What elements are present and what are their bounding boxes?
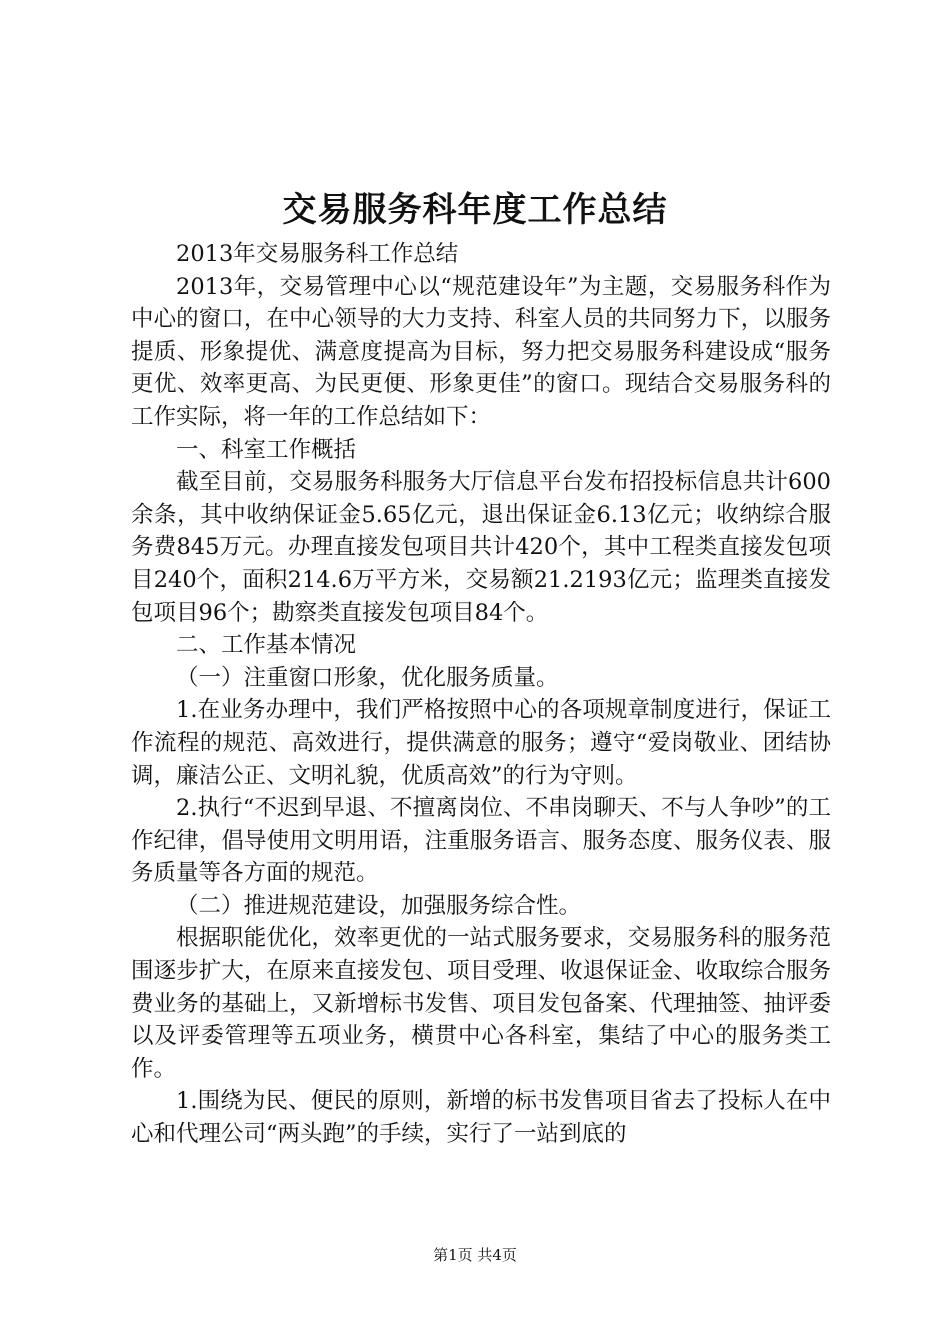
document-body [131, 238, 831, 1151]
section-heading-2: 二、工作基本情况 [176, 632, 357, 659]
document-title: 交易服务科年度工作总结 [282, 190, 668, 230]
paragraph-item-2: 2.执行“不迟到早退、不擅离岗位、不串岗聊天、不与人争吵”的工作纪律，倡导使用文明用语，注重服务语言、服务态度、服务仪表、服务质量等各方面的规范。 [131, 795, 831, 887]
paragraph-item-3: 1.围绕为民、便民的原则，新增的标书发售项目省去了投标人在中心和代理公司“两头跑”的手续，实行了一站到底的 [131, 1088, 831, 1148]
subsection-heading-1: （一）注重窗口形象，优化服务质量。 [176, 664, 559, 691]
paragraph-intro: 2013年，交易管理中心以“规范建设年”为主题，交易服务科作为中心的窗口，在中心领导的大力支持、科室人员的共同努力下，以服务提质、形象提优、满意度提高为目标，努力把交易服务科建设成“服务更优、效率更高、为民更便、形象更佳”的窗口。现结合交易服务科的工作实际，将一年的工作总结如下： [131, 273, 831, 430]
section-heading-1: 一、科室工作概括 [176, 436, 357, 463]
paragraph-subtitle: 2013年交易服务科工作总结 [176, 241, 459, 267]
paragraph-scope: 根据职能优化，效率更优的一站式服务要求，交易服务科的服务范围逐步扩大，在原来直接发包、项目受理、收退保证金、收取综合服务费业务的基础上，又新增标书发售、项目发包备案、代理抽签、抽评委以及评委管理等五项业务，横贯中心各科室，集结了中心的服务类工作。 [131, 925, 831, 1082]
page-footer: 第1页 共4页 [433, 1246, 517, 1264]
paragraph-overview: 截至目前，交易服务科服务大厅信息平台发布招投标信息共计600余条，其中收纳保证金5.65亿元，退出保证金6.13亿元；收纳综合服务费845万元。办理直接发包项目共计420个，其中工程类直接发包项目240个，面积214.6万平方米，交易额21.2193亿元；监理类直接发包项目96个；勘察类直接发包项目84个。 [131, 469, 831, 626]
subsection-heading-2: （二）推进规范建设，加强服务综合性。 [176, 892, 582, 919]
paragraph-item-1: 1.在业务办理中，我们严格按照中心的各项规章制度进行，保证工作流程的规范、高效进行，提供满意的服务；遵守“爱岗敬业、团结协调，廉洁公正、文明礼貌，优质高效”的行为守则。 [131, 697, 831, 789]
